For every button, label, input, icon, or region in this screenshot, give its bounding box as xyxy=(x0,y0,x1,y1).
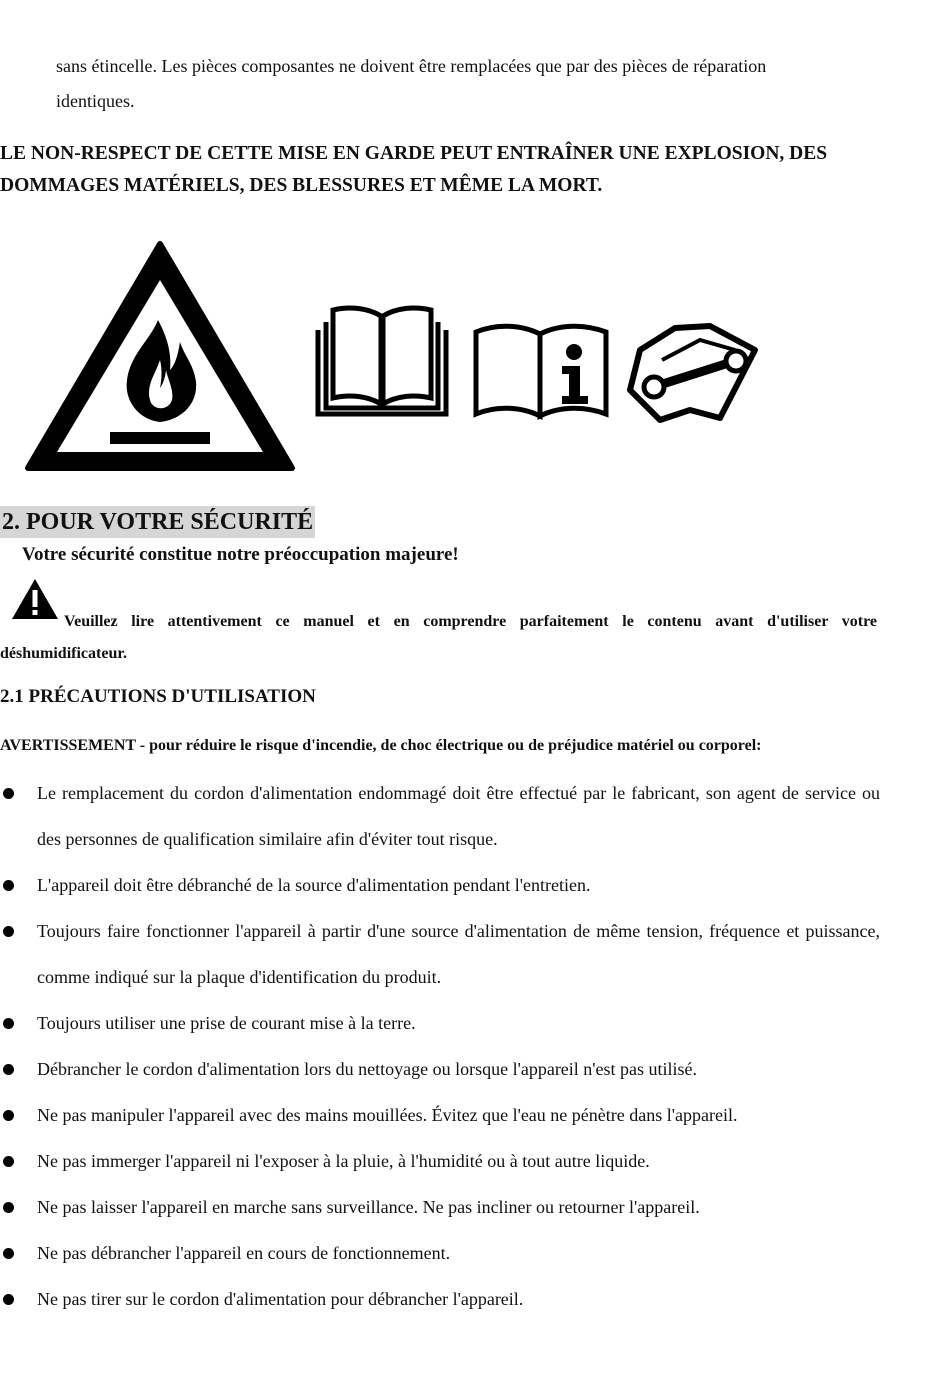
bullet-icon xyxy=(3,926,14,937)
list-item: Ne pas laisser l'appareil en marche sans surveillance. Ne pas incliner ou retourner l'appareil. xyxy=(0,1184,880,1230)
bullet-icon xyxy=(3,1110,14,1121)
bullet-icon xyxy=(3,1064,14,1075)
bullet-icon xyxy=(3,1156,14,1167)
bullet-icon xyxy=(3,1202,14,1213)
precautions-warning: AVERTISSEMENT - pour réduire le risque d'incendie, de choc électrique ou de préjudice matériel ou corporel: xyxy=(0,737,762,754)
section-2-title: 2. POUR VOTRE SÉCURITÉ xyxy=(0,506,315,538)
precautions-list xyxy=(0,770,880,1322)
list-item: Débrancher le cordon d'alimentation lors du nettoyage ou lorsque l'appareil n'est pas utilisé. xyxy=(0,1046,880,1092)
bullet-icon xyxy=(3,1018,14,1029)
explosion-warning: LE NON-RESPECT DE CETTE MISE EN GARDE PEUT ENTRAÎNER UNE EXPLOSION, DES DOMMAGES MATÉRIELS, DES BLESSURES ET MÊME LA MORT. xyxy=(0,143,828,196)
flammable-warning-icon xyxy=(28,244,292,468)
list-item: Toujours utiliser une prise de courant mise à la terre. xyxy=(0,1000,880,1046)
read-notice-line-2: déshumidificateur. xyxy=(0,645,127,662)
list-item: Ne pas tirer sur le cordon d'alimentation pour débrancher l'appareil. xyxy=(0,1276,880,1322)
section-2-1-title: 2.1 PRÉCAUTIONS D'UTILISATION xyxy=(0,686,316,707)
service-manual-icon xyxy=(630,326,755,420)
bullet-icon xyxy=(3,1294,14,1305)
list-item: Ne pas débrancher l'appareil en cours de fonctionnement. xyxy=(0,1230,880,1276)
bullet-icon xyxy=(3,1248,14,1259)
read-manual-icon xyxy=(318,308,446,414)
read-notice-line-1: Veuillez lire attentivement ce manuel et en comprendre parfaitement le contenu avant d'utiliser votre xyxy=(64,613,877,630)
intro-line-2: identiques. xyxy=(56,91,135,111)
list-item: Ne pas manipuler l'appareil avec des mains mouillées. Évitez que l'eau ne pénètre dans l'appareil. xyxy=(0,1092,880,1138)
list-item: Ne pas immerger l'appareil ni l'exposer à la pluie, à l'humidité ou à tout autre liquide. xyxy=(0,1138,880,1184)
list-item: Toujours faire fonctionner l'appareil à partir d'une source d'alimentation de même tension, fréquence et puissance, comme indiqué sur la plaque d'identification du produit. xyxy=(0,908,880,1000)
list-item: L'appareil doit être débranché de la source d'alimentation pendant l'entretien. xyxy=(0,862,880,908)
read-manual-notice xyxy=(0,606,877,670)
safety-icons xyxy=(0,230,950,490)
manual-info-icon xyxy=(476,326,606,416)
list-item: Le remplacement du cordon d'alimentation endommagé doit être effectué par le fabricant, son agent de service ou des personnes de qualification similaire afin d'éviter tout risque. xyxy=(0,770,880,862)
bullet-icon xyxy=(3,880,14,891)
bullet-icon xyxy=(3,788,14,799)
intro-line-1: sans étincelle. Les pièces composantes ne doivent être remplacées que par des pièces de réparation xyxy=(56,56,767,76)
section-2-subtitle: Votre sécurité constitue notre préoccupation majeure! xyxy=(22,544,459,565)
